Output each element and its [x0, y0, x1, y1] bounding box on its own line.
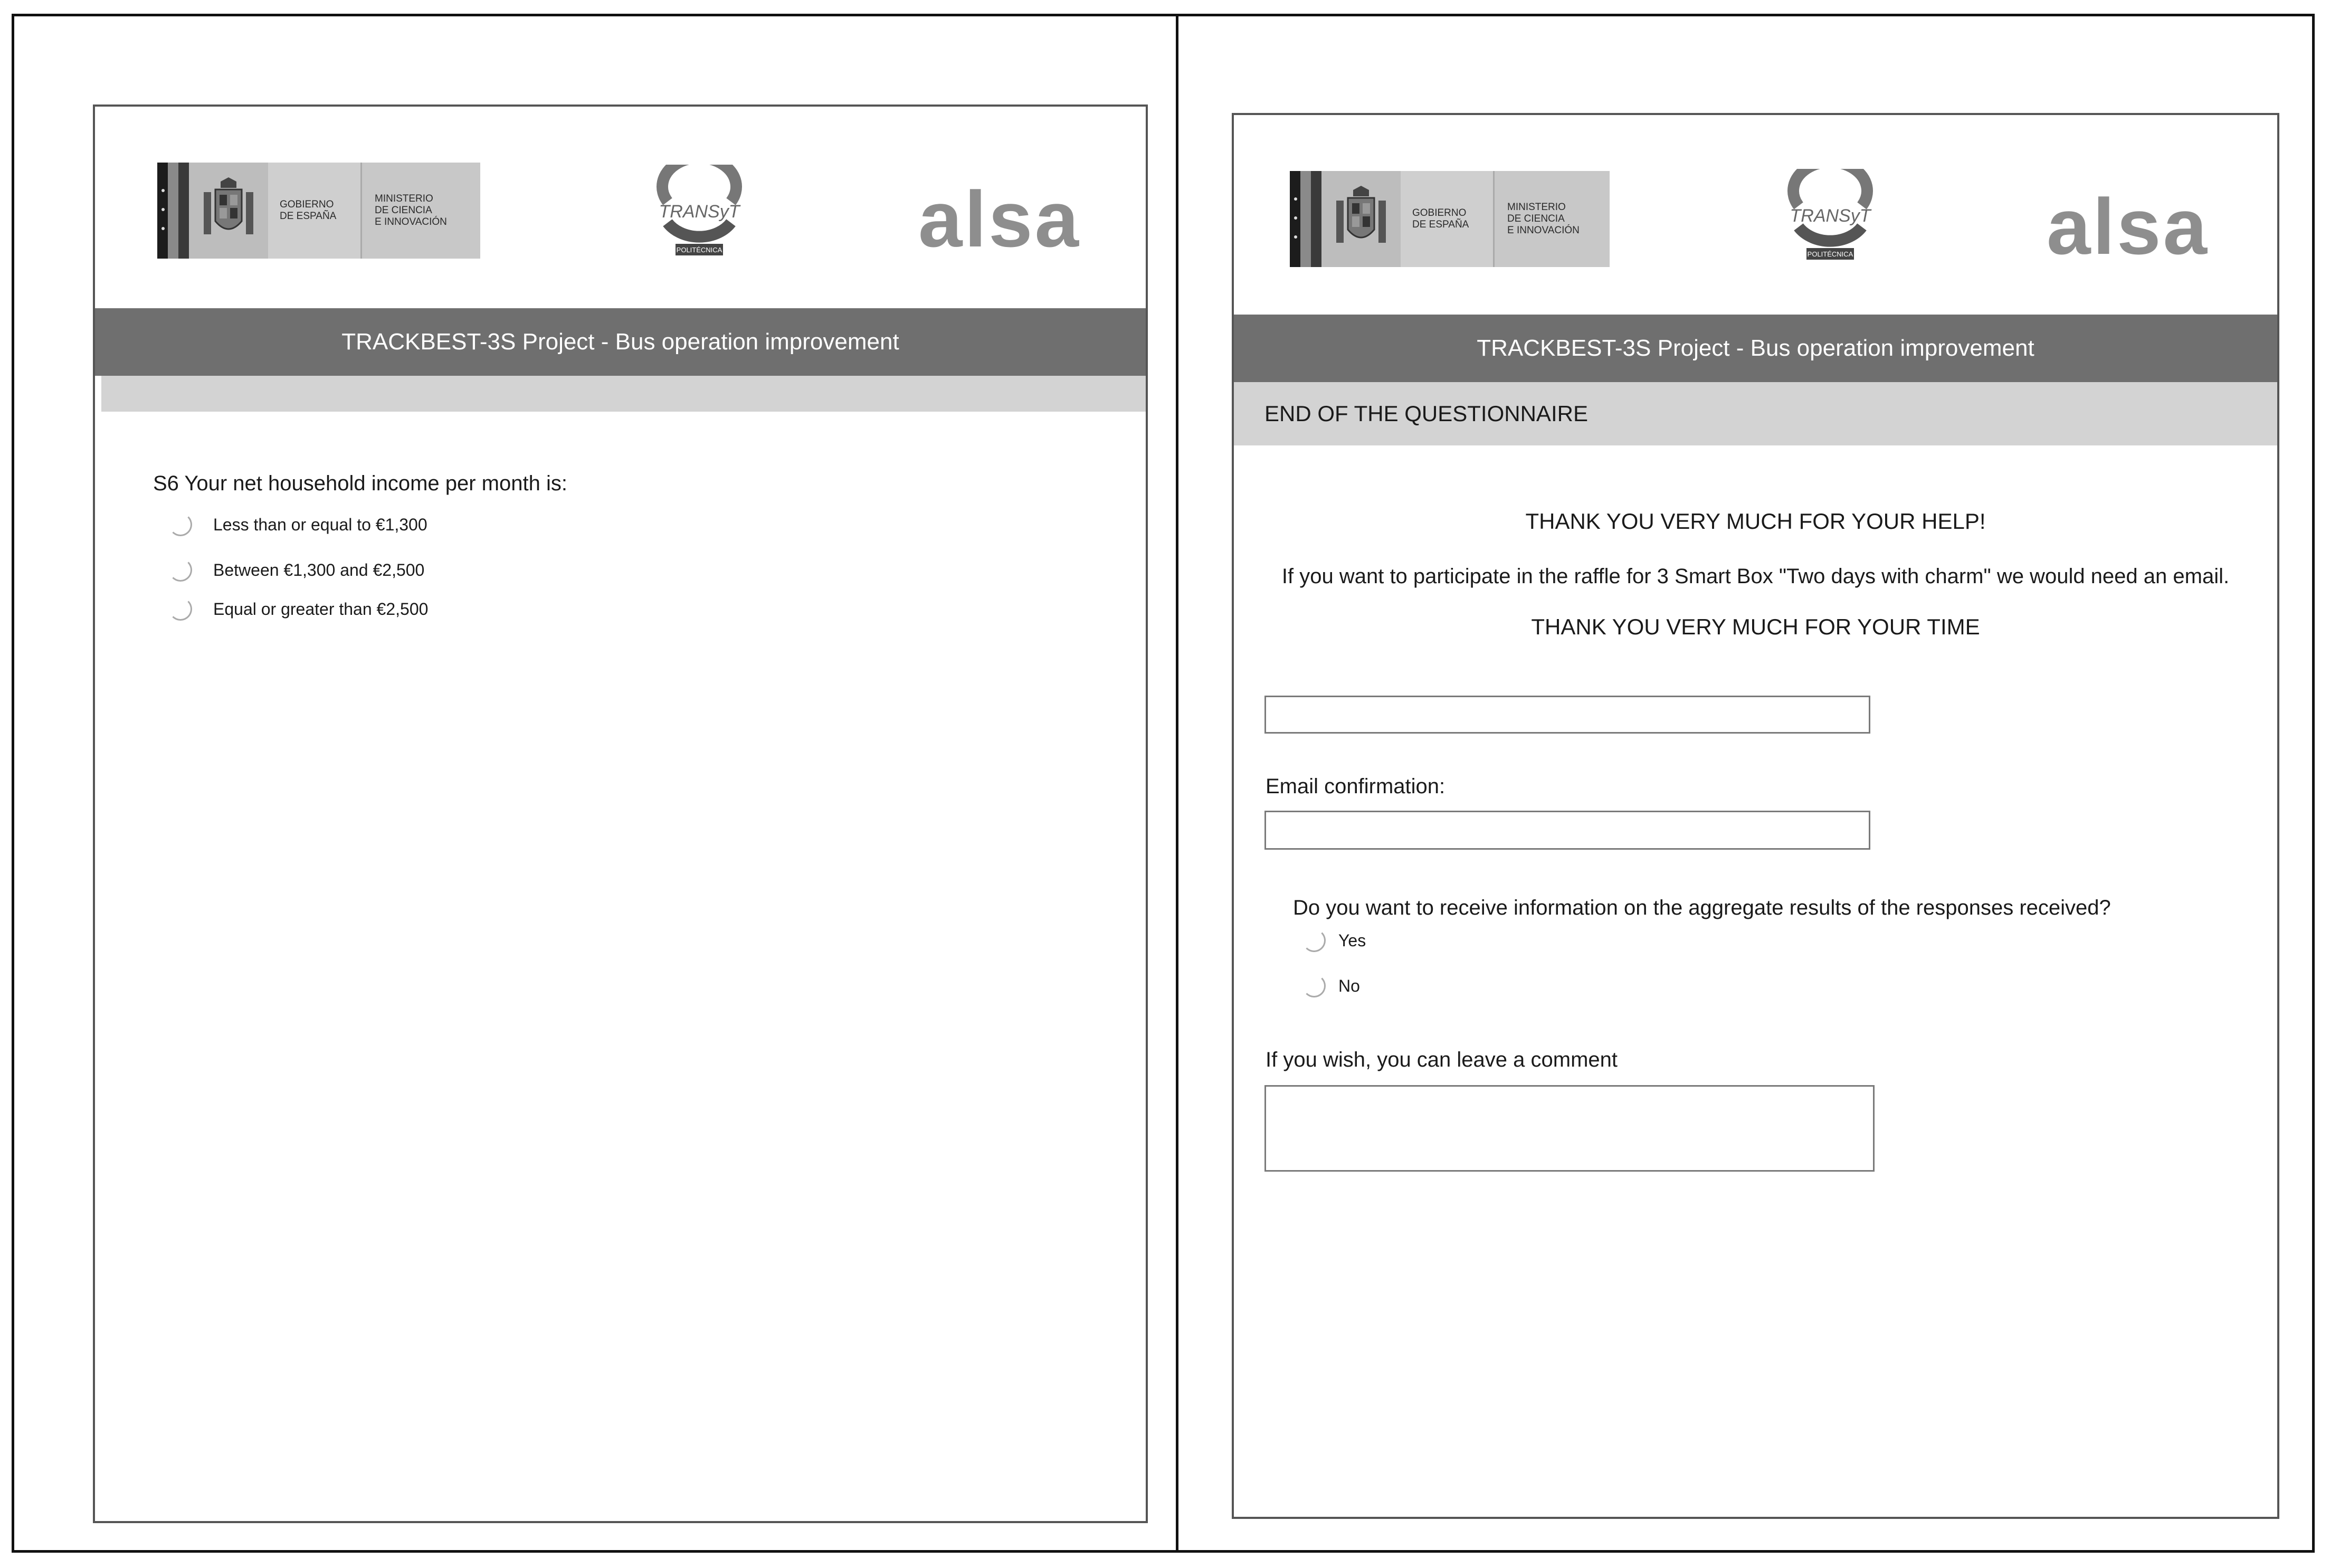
alsa-logo: alsa	[2047, 182, 2209, 271]
email-input[interactable]	[1264, 696, 1870, 734]
gobierno-logo	[1290, 171, 1610, 267]
coat-of-arms-icon	[189, 163, 268, 259]
yes-label: Yes	[1338, 930, 1366, 950]
option-row[interactable]	[169, 513, 427, 536]
transyt-logo-icon	[1777, 169, 1883, 274]
section-bar	[101, 376, 1148, 412]
project-title-bar: TRACKBEST-3S Project - Bus operation improvement	[1234, 315, 2277, 382]
gobierno-label: GOBIERNO DE ESPAÑA	[268, 163, 360, 259]
thank-you-time: THANK YOU VERY MUCH FOR YOUR TIME	[1531, 614, 1980, 639]
option-row[interactable]	[169, 597, 428, 621]
thank-you-help: THANK YOU VERY MUCH FOR YOUR HELP!	[1525, 509, 1986, 534]
logos-header	[1234, 115, 2277, 317]
option-label: Equal or greater than €2,500	[213, 599, 429, 619]
radio-icon[interactable]	[169, 597, 192, 621]
raffle-text: If you want to participate in the raffle for 3 Smart Box "Two days with charm" we would need an email.	[1281, 565, 2230, 588]
comment-textarea[interactable]	[1264, 1085, 1875, 1172]
radio-icon[interactable]	[1302, 929, 1326, 952]
email-confirmation-label: Email confirmation:	[1266, 775, 1445, 798]
alsa-logo: alsa	[918, 175, 1081, 263]
transyt-logo-icon	[646, 165, 752, 270]
project-title-bar: TRACKBEST-3S Project - Bus operation improvement	[95, 308, 1146, 376]
gobierno-label: GOBIERNO DE ESPAÑA	[1401, 171, 1493, 267]
questionnaire-page-income	[93, 104, 1148, 1523]
spain-flag-icon	[1290, 171, 1321, 267]
no-option[interactable]	[1302, 974, 1360, 997]
transyt-sub-text: POLITÉCNICA	[676, 246, 722, 254]
option-label: Less than or equal to €1,300	[213, 515, 427, 534]
radio-icon[interactable]	[1302, 974, 1326, 997]
option-row[interactable]	[169, 558, 424, 582]
transyt-sub-text: POLITÉCNICA	[1807, 250, 1853, 258]
questionnaire-page-end	[1232, 113, 2279, 1519]
gobierno-logo	[157, 163, 480, 259]
question-s6: S6 Your net household income per month is:	[153, 472, 567, 495]
section-title: END OF THE QUESTIONNAIRE	[1234, 382, 2277, 445]
ministerio-label: MINISTERIO DE CIENCIA E INNOVACIÓN	[1493, 171, 1610, 267]
results-question: Do you want to receive information on the aggregate results of the responses received?	[1293, 896, 2111, 919]
radio-icon[interactable]	[169, 558, 192, 582]
radio-icon[interactable]	[169, 513, 192, 536]
yes-option[interactable]	[1302, 929, 1366, 952]
comment-label: If you wish, you can leave a comment	[1266, 1048, 1618, 1071]
email-confirmation-input[interactable]	[1264, 811, 1870, 850]
transyt-text: TRANSyT	[1790, 206, 1871, 226]
coat-of-arms-icon	[1321, 171, 1401, 267]
page-divider	[1176, 14, 1178, 1553]
logos-header	[95, 107, 1146, 308]
no-label: No	[1338, 976, 1360, 995]
transyt-text: TRANSyT	[659, 202, 740, 222]
spain-flag-icon	[157, 163, 189, 259]
option-label: Between €1,300 and €2,500	[213, 560, 425, 579]
ministerio-label: MINISTERIO DE CIENCIA E INNOVACIÓN	[360, 163, 480, 259]
